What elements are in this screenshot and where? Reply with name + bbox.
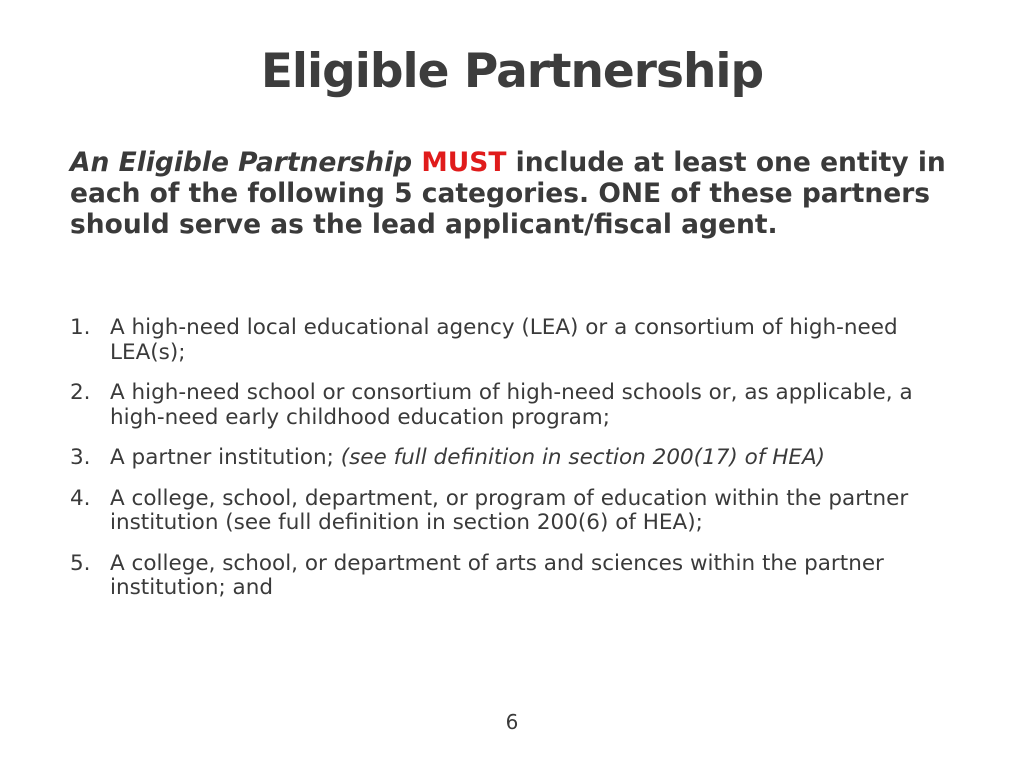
list-item-text: A high-need local educational agency (LEA) or a consortium of high-need LEA(s); xyxy=(110,315,898,365)
list-item-text: A high-need school or consortium of high-need schools or, as applicable, a high-need early childhood education program; xyxy=(110,380,913,430)
list-item-number: 5. xyxy=(70,550,91,576)
list-item-text: A college, school, department, or program of education within the partner institution (see full definition in section 200(6) of HEA); xyxy=(110,485,909,535)
list-item xyxy=(70,552,950,601)
list-item xyxy=(70,381,950,430)
page-number: 6 xyxy=(505,710,519,734)
list-item-text: A college, school, or department of arts and sciences within the partner institution; and xyxy=(110,550,884,600)
list-item-number: 1. xyxy=(70,315,91,340)
list-item-number: 3. xyxy=(70,445,91,470)
list-item-text: A partner institution; xyxy=(110,445,334,470)
slide-title: Eligible Partnership xyxy=(260,44,764,99)
list-item xyxy=(70,446,950,471)
list-item-italic-note: (see full definition in section 200(17) of HEA) xyxy=(340,445,826,470)
intro-rest-text: include at least one entity in each of the following 5 categories. ONE of these partners should serve as the lead applicant/fiscal agent. xyxy=(70,147,946,240)
list-item-number: 2. xyxy=(70,380,91,405)
must-emphasis: MUST xyxy=(421,147,507,178)
list-item xyxy=(70,487,950,536)
categories-list xyxy=(70,316,950,617)
list-item-number: 4. xyxy=(70,485,91,511)
list-item xyxy=(70,316,950,365)
intro-paragraph xyxy=(70,147,960,240)
intro-italic-text: An Eligible Partnership xyxy=(70,147,413,178)
